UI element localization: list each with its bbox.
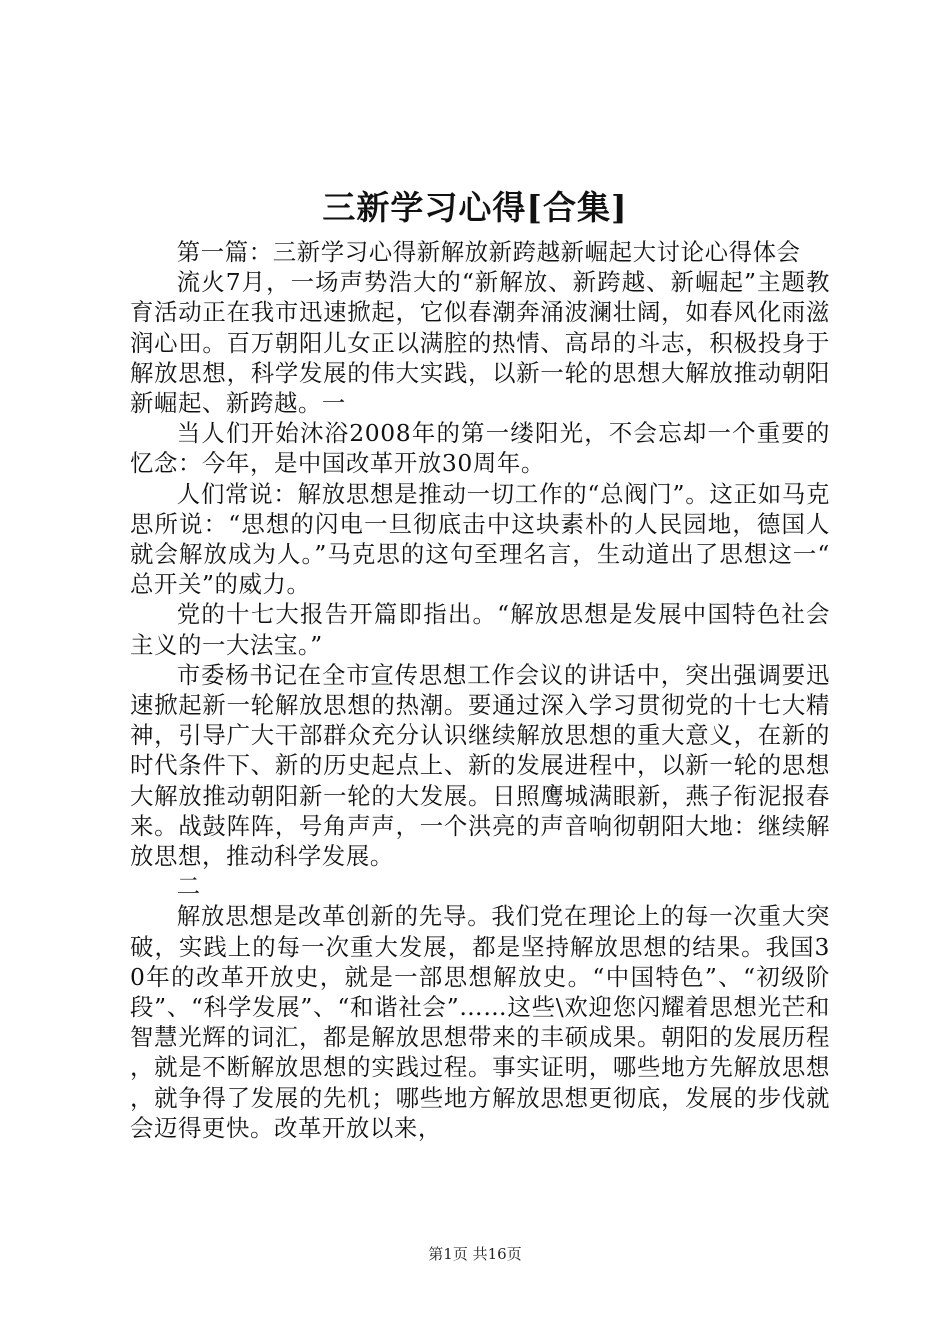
paragraph-chapter-heading: 第一篇：三新学习心得新解放新跨越新崛起大讨论心得体会 bbox=[176, 238, 801, 266]
document-body bbox=[130, 237, 830, 1143]
paragraph: 解放思想是改革创新的先导。我们党在理论上的每一次重大突破，实践上的每一次重大发展，都是坚持解放思想的结果。我国30年的改革开放史，就是一部思想解放史。“中国特色”、“初级阶段”、“科学发展”、“和谐社会”……这些\欢迎您闪耀着思想光芒和智慧光辉的词汇，都是解放思想带来的丰硕成果。朝阳的发展历程，就是不断解放思想的实践过程。事实证明，哪些地方先解放思想，就争得了发展的先机；哪些地方解放思想更彻底，发展的步伐就会迈得更快。改革开放以来， bbox=[130, 902, 830, 1142]
page-footer: 第1页 共16页 bbox=[428, 1245, 522, 1263]
paragraph: 市委杨书记在全市宣传思想工作会议的讲话中，突出强调要迅速掀起新一轮解放思想的热潮。要通过深入学习贯彻党的十七大精神，引导广大干部群众充分认识继续解放思想的重大意义，在新的时代条件下、新的历史起点上、新的发展进程中，以新一轮的思想大解放推动朝阳新一轮的大发展。日照鹰城满眼新，燕子衔泥报春来。战鼓阵阵，号角声声，一个洪亮的声音响彻朝阳大地：继续解放思想，推动科学发展。 bbox=[130, 660, 830, 871]
paragraph: 当人们开始沐浴2008年的第一缕阳光，不会忘却一个重要的忆念：今年，是中国改革开放30周年。 bbox=[130, 419, 830, 478]
section-number: 二 bbox=[176, 872, 201, 901]
document-title: 三新学习心得[合集] bbox=[322, 188, 628, 227]
paragraph: 人们常说：解放思想是推动一切工作的“总阀门”。这正如马克思所说：“思想的闪电一旦彻底击中这块素朴的人民园地，德国人就会解放成为人。”马克思的这句至理名言，生动道出了思想这一“总开关”的威力。 bbox=[130, 479, 830, 599]
paragraph: 党的十七大报告开篇即指出。“解放思想是发展中国特色社会主义的一大法宝。” bbox=[130, 600, 830, 659]
paragraph: 流火7月，一场声势浩大的“新解放、新跨越、新崛起”主题教育活动正在我市迅速掀起，它似春潮奔涌波澜壮阔，如春风化雨滋润心田。百万朝阳儿女正以满腔的热情、高昂的斗志，积极投身于解放思想，科学发展的伟大实践，以新一轮的思想大解放推动朝阳新崛起、新跨越。一 bbox=[130, 268, 830, 418]
